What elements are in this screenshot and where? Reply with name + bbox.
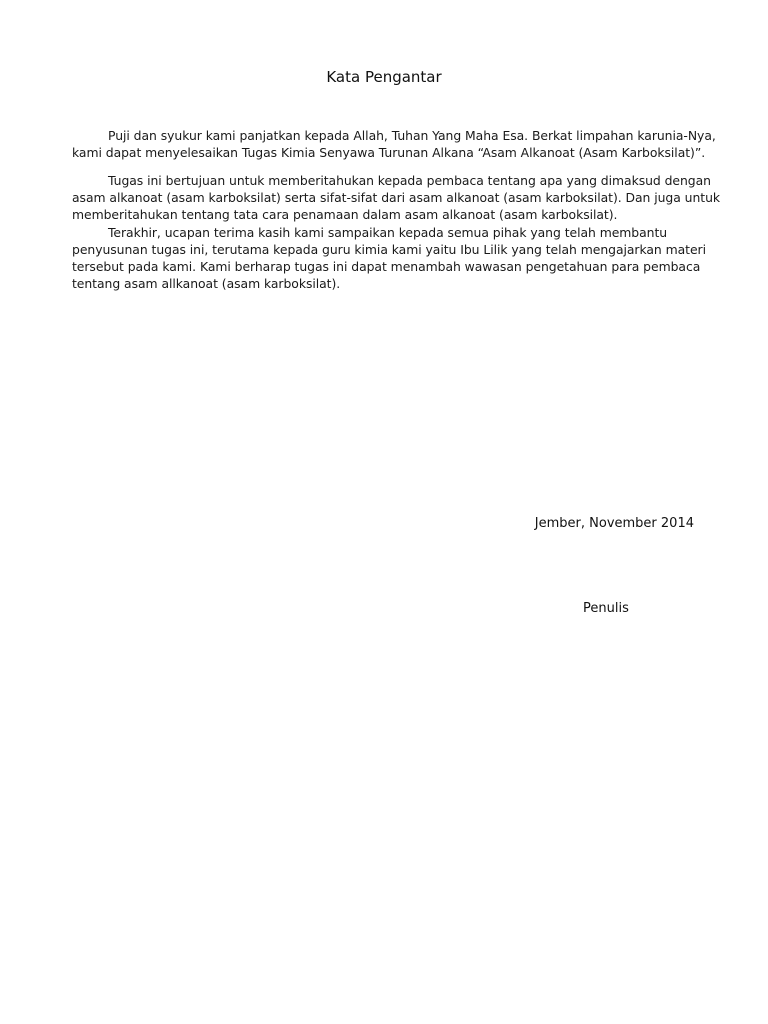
paragraph-line: tersebut pada kami. Kami berharap tugas ini dapat menambah wawasan pengetahuan para pembaca <box>72 259 701 275</box>
place-date: Jember, November 2014 <box>534 516 694 531</box>
paragraph-line: Tugas ini bertujuan untuk memberitahukan kepada pembaca tentang apa yang dimaksud dengan <box>108 173 711 188</box>
paragraph-line: penyusunan tugas ini, terutama kepada guru kimia kami yaitu Ibu Lilik yang telah mengajarkan materi <box>72 241 706 257</box>
signer-name: Penulis <box>583 601 629 616</box>
paragraph-line: kami dapat menyelesaikan Tugas Kimia Senyawa Turunan Alkana “Asam Alkanoat (Asam Karboksilat)”. <box>72 145 706 161</box>
paragraph-line: tentang asam allkanoat (asam karboksilat). <box>72 276 341 292</box>
page-title: Kata Pengantar <box>326 68 442 86</box>
paragraph-purpose <box>72 172 721 292</box>
paragraph-line: Terakhir, ucapan terima kasih kami sampaikan kepada semua pihak yang telah membantu <box>108 224 668 240</box>
paragraph-line: Puji dan syukur kami panjatkan kepada Allah, Tuhan Yang Maha Esa. Berkat limpahan karunia-Nya, <box>108 128 716 143</box>
paragraph-line: asam alkanoat (asam karboksilat) serta sifat-sifat dari asam alkanoat (asam karboksilat). Dan juga untuk <box>72 190 721 206</box>
paragraph-opening <box>72 127 716 161</box>
paragraph-line: memberitahukan tentang tata cara penamaan dalam asam alkanoat (asam karboksilat). <box>72 207 618 223</box>
